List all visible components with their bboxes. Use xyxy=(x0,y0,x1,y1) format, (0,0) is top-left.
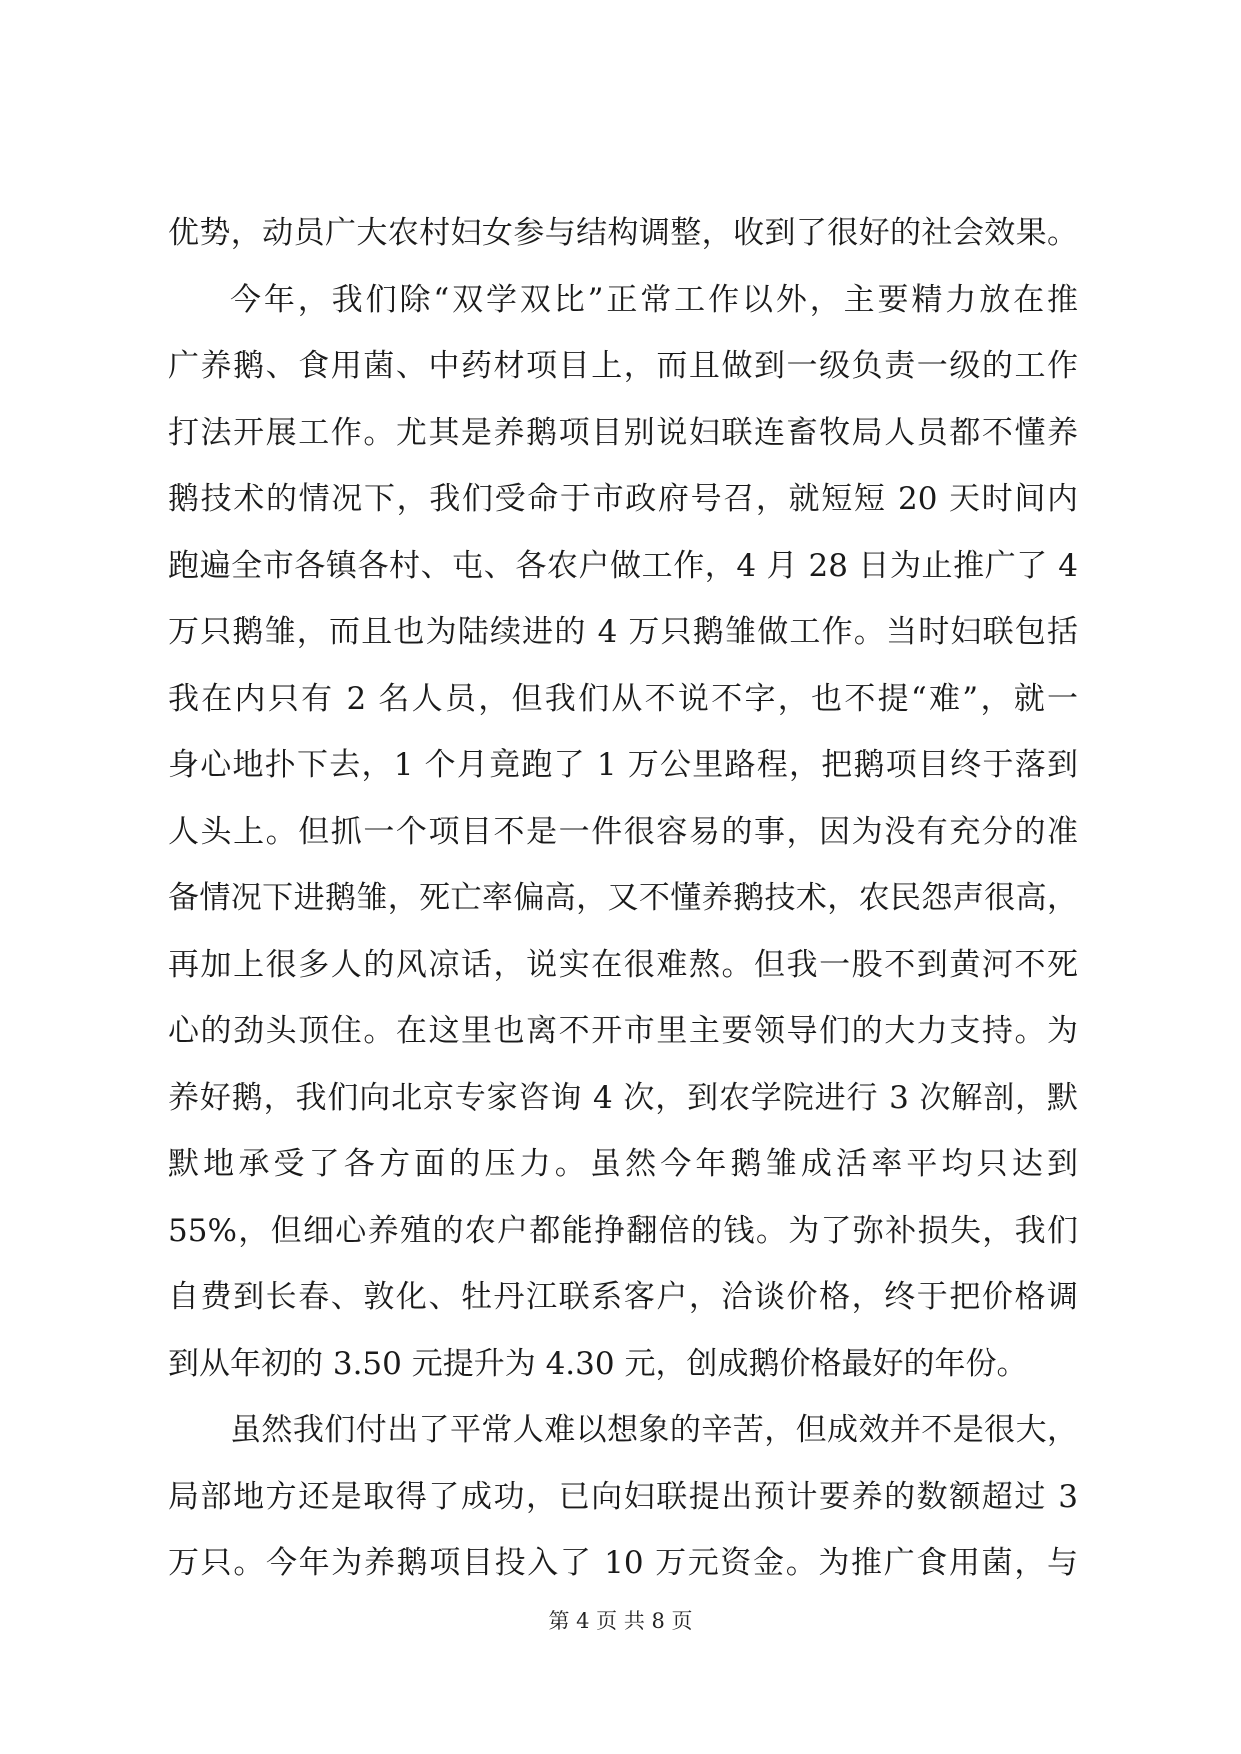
text-line: 身心地扑下去，1 个月竟跑了 1 万公里路程，把鹅项目终于落到 xyxy=(168,747,1078,783)
text-line: 55%，但细心养殖的农户都能挣翻倍的钱。为了弥补损失，我们 xyxy=(168,1212,1078,1249)
text-line: 跑遍全市各镇各村、屯、各农户做工作，4 月 28 日为止推广了 4 xyxy=(168,547,1078,584)
text-line: 备情况下进鹅雏，死亡率偏高，又不懂养鹅技术，农民怨声很高， xyxy=(168,880,1078,916)
text-line: 心的劲头顶住。在这里也离不开市里主要领导们的大力支持。为 xyxy=(168,1013,1078,1049)
text-line: 鹅技术的情况下，我们受命于市政府号召，就短短 20 天时间内 xyxy=(168,481,1078,517)
text-line: 今年，我们除“双学双比”正常工作以外，主要精力放在推 xyxy=(230,281,1078,318)
text-line: 万只鹅雏，而且也为陆续进的 4 万只鹅雏做工作。当时妇联包括 xyxy=(168,614,1078,650)
text-line: 优势，动员广大农村妇女参与结构调整，收到了很好的社会效果。 xyxy=(168,215,1078,251)
text-line: 养好鹅，我们向北京专家咨询 4 次，到农学院进行 3 次解剖，默 xyxy=(168,1079,1078,1116)
text-line: 局部地方还是取得了成功，已向妇联提出预计要养的数额超过 3 xyxy=(168,1478,1078,1515)
text-line: 虽然我们付出了平常人难以想象的辛苦，但成效并不是很大， xyxy=(230,1412,1078,1448)
text-line: 打法开展工作。尤其是养鹅项目别说妇联连畜牧局人员都不懂养 xyxy=(168,414,1078,451)
page-footer: 第 4 页 共 8 页 xyxy=(548,1609,693,1633)
body-text xyxy=(168,200,1078,1597)
text-line: 万只。今年为养鹅项目投入了 10 万元资金。为推广食用菌，与 xyxy=(168,1545,1078,1581)
text-line: 默地承受了各方面的压力。虽然今年鹅雏成活率平均只达到 xyxy=(168,1146,1078,1182)
text-line: 广养鹅、食用菌、中药材项目上，而且做到一级负责一级的工作 xyxy=(168,348,1078,384)
text-line: 再加上很多人的风凉话，说实在很难熬。但我一股不到黄河不死 xyxy=(168,946,1078,983)
text-line: 我在内只有 2 名人员，但我们从不说不字，也不提“难”，就一 xyxy=(168,680,1078,717)
text-line: 自费到长春、敦化、牡丹江联系客户，洽谈价格，终于把价格调 xyxy=(168,1279,1078,1315)
text-line: 到从年初的 3.50 元提升为 4.30 元，创成鹅价格最好的年份。 xyxy=(168,1345,1028,1382)
text-line: 人头上。但抓一个项目不是一件很容易的事，因为没有充分的准 xyxy=(168,813,1078,850)
